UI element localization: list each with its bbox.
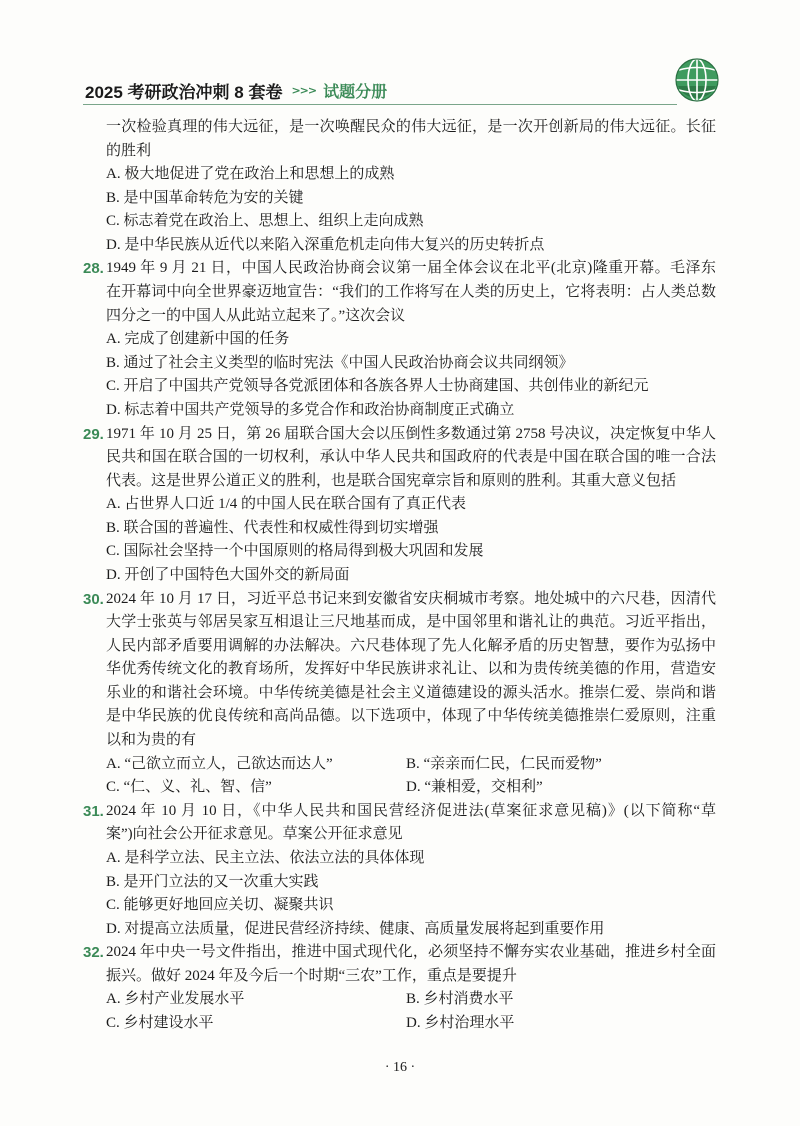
option-c: C. 标志着党在政治上、思想上、组织上走向成熟 <box>106 213 424 230</box>
question-text-line: 乐业的和谐社会环境。中华传统美德是社会主义道德建设的源头活水。推崇仁爱、崇尚和谐 <box>106 684 716 701</box>
option-row <box>106 776 716 800</box>
option-d: D. 是中华民族从近代以来陷入深重危机走向伟大复兴的历史转折点 <box>106 236 545 253</box>
question-30 <box>83 588 716 800</box>
option-c: C. 开启了中国共产党领导各党派团体和各族各界人士协商建国、共创伟业的新纪元 <box>106 378 649 395</box>
option-d: D. 标志着中国共产党领导的多党合作和政治协商制度正式确立 <box>106 401 515 418</box>
globe-icon <box>674 56 720 106</box>
option-a: A. 占世界人口近 1/4 的中国人民在联合国有了真正代表 <box>106 496 467 513</box>
option-a: A. 极大地促进了党在政治上和思想上的成熟 <box>106 166 395 183</box>
option-a: A. 乡村产业发展水平 <box>106 991 245 1008</box>
section-name: 试题分册 <box>323 83 388 101</box>
question-32 <box>83 941 716 1035</box>
option-d: D. 乡村治理水平 <box>406 1014 515 1031</box>
question-text-line: 是中华民族的优良传统和高尚品德。以下选项中，体现了中华传统美德推崇仁爱原则，注重 <box>106 708 716 725</box>
question-number: 28. <box>83 260 104 278</box>
option-b: B. 是中国革命转危为安的关键 <box>106 189 304 206</box>
header-arrows: >>> <box>291 83 317 97</box>
question-29 <box>83 423 716 588</box>
question-text-line: 2024 年 10 月 10 日，《中华人民共和国民营经济促进法(草案征求意见稿)》(以下简称“草 <box>106 802 716 819</box>
book-title: 2025 考研政治冲刺 8 套卷 <box>85 82 283 102</box>
option-b: B. 乡村消费水平 <box>406 991 514 1008</box>
question-number: 30. <box>83 590 104 608</box>
question-text-line: 的胜利 <box>106 142 152 159</box>
option-a: A. 完成了创建新中国的任务 <box>106 331 290 348</box>
option-a: A. 是科学立法、民主立法、依法立法的具体体现 <box>106 849 425 866</box>
option-c: C. “仁、义、礼、智、信” <box>106 779 272 796</box>
option-row <box>106 1012 716 1036</box>
question-continuation <box>106 116 716 257</box>
option-b: B. 联合国的普遍性、代表性和权威性得到切实增强 <box>106 519 439 536</box>
option-row <box>106 753 716 777</box>
question-text-line: 华优秀传统文化的教育场所，发挥好中华民族讲求礼让、以和为贵传统美德的作用，营造安 <box>106 661 716 678</box>
question-text-line: 一次检验真理的伟大远征，是一次唤醒民众的伟大远征，是一次开创新局的伟大远征。长征 <box>106 119 716 135</box>
question-text-line: 民共和国在联合国的一切权利，承认中华人民共和国政府的代表是中国在联合国的唯一合法 <box>106 449 716 466</box>
question-text-line: 1949 年 9 月 21 日，中国人民政治协商会议第一届全体会议在北平(北京)隆重开幕。毛泽东 <box>106 260 716 277</box>
option-c: C. 乡村建设水平 <box>106 1014 214 1031</box>
question-text-line: 2024 年 10 月 17 日，习近平总书记来到安徽省安庆桐城市考察。地处城中的六尺巷，因清代 <box>106 590 716 607</box>
question-number: 32. <box>83 944 104 962</box>
page-number: · 16 · <box>384 1060 416 1075</box>
option-row <box>106 988 716 1012</box>
question-text-line: 案”)向社会公开征求意见。草案公开征求意见 <box>106 826 403 843</box>
option-b: B. “亲亲而仁民，仁民而爱物” <box>406 755 602 772</box>
option-d: D. “兼相爱，交相利” <box>406 779 543 796</box>
question-text-line: 四分之一的中国人从此站立起来了。”这次会议 <box>106 307 406 324</box>
question-text-line: 2024 年中央一号文件指出，推进中国式现代化，必须坚持不懈夯实农业基础，推进乡村全面 <box>106 944 716 961</box>
running-header <box>85 78 387 102</box>
header-rule <box>83 104 677 105</box>
option-d: D. 开创了中国特色大国外交的新局面 <box>106 566 350 583</box>
question-text-line: 1971 年 10 月 25 日，第 26 届联合国大会以压倒性多数通过第 2758 号决议，决定恢复中华人 <box>106 425 716 442</box>
question-28 <box>83 257 716 422</box>
option-c: C. 国际社会坚持一个中国原则的格局得到极大巩固和发展 <box>106 543 484 560</box>
question-text-line: 大学士张英与邻居吴家互相退让三尺地基而成，是中国邻里和谐礼让的典范。习近平指出， <box>106 614 716 631</box>
question-text-line: 振兴。做好 2024 年及今后一个时期“三农”工作，重点是要提升 <box>106 967 517 984</box>
question-number: 29. <box>83 425 104 443</box>
option-a: A. “己欲立而立人，己欲达而达人” <box>106 755 333 772</box>
question-text-line: 以和为贵的有 <box>106 732 197 749</box>
option-d: D. 对提高立法质量，促进民营经济持续、健康、高质量发展将起到重要作用 <box>106 920 605 937</box>
question-31 <box>83 800 716 941</box>
question-number: 31. <box>83 802 104 820</box>
option-c: C. 能够更好地回应关切、凝聚共识 <box>106 897 334 914</box>
option-b: B. 是开门立法的又一次重大实践 <box>106 873 319 890</box>
option-b: B. 通过了社会主义类型的临时宪法《中国人民政治协商会议共同纲领》 <box>106 354 574 371</box>
question-text-line: 代表。这是世界公道正义的胜利，也是联合国宪章宗旨和原则的胜利。其重大意义包括 <box>106 472 677 489</box>
question-text-line: 在开幕词中向全世界豪迈地宣告：“我们的工作将写在人类的历史上，它将表明：占人类总数 <box>106 284 716 301</box>
question-text-line: 人民内部矛盾要用调解的办法解决。六尺巷体现了先人化解矛盾的历史智慧，要作为弘扬中 <box>106 637 716 654</box>
question-content <box>83 116 716 1036</box>
